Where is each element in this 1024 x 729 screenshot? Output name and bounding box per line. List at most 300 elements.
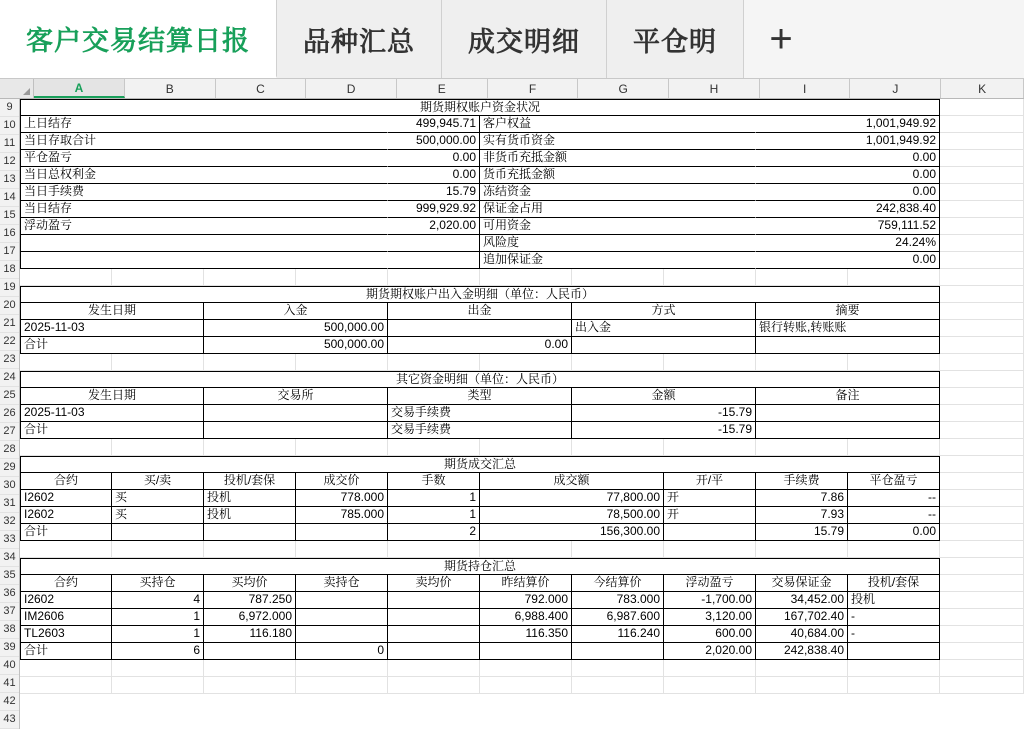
column-header-A[interactable]: A <box>34 79 125 98</box>
cell-settle[interactable]: 783.000 <box>572 592 664 609</box>
col-in[interactable]: 入金 <box>204 303 388 320</box>
row-header[interactable]: 26 <box>0 405 19 423</box>
cell-empty[interactable] <box>664 660 756 677</box>
cell-blank[interactable] <box>940 405 1024 422</box>
fund-value-right[interactable]: 759,111.52 <box>756 218 940 235</box>
col-date[interactable]: 发生日期 <box>20 303 204 320</box>
cell-empty[interactable] <box>112 439 204 456</box>
cell-method[interactable] <box>572 337 756 354</box>
fund-status-title[interactable]: 期货期权账户资金状况 <box>20 99 940 116</box>
cell-memo[interactable] <box>756 422 940 439</box>
cell-empty[interactable] <box>480 269 572 286</box>
cell-contract[interactable]: I2602 <box>20 592 112 609</box>
column-header-J[interactable]: J <box>850 79 941 98</box>
row-header[interactable]: 29 <box>0 459 19 477</box>
cell-empty[interactable] <box>848 269 940 286</box>
cell-empty[interactable] <box>388 439 480 456</box>
cell-blank[interactable] <box>940 303 1024 320</box>
row-header[interactable]: 23 <box>0 351 19 369</box>
cell-blank[interactable] <box>940 235 1024 252</box>
row-header[interactable]: 43 <box>0 711 19 729</box>
cell-spec[interactable]: 投机 <box>204 490 296 507</box>
cell-empty[interactable] <box>296 269 388 286</box>
cell-blank[interactable] <box>940 286 1024 303</box>
cell-empty[interactable] <box>204 541 296 558</box>
cell-amount[interactable]: 78,500.00 <box>480 507 664 524</box>
fund-value-left[interactable]: 500,000.00 <box>388 133 480 150</box>
col-openclose[interactable]: 开/平 <box>664 473 756 490</box>
cell-blank[interactable] <box>940 643 1024 660</box>
cell-empty[interactable] <box>572 541 664 558</box>
cell-pnl[interactable]: -- <box>848 490 940 507</box>
cell-price[interactable] <box>296 524 388 541</box>
cell-side[interactable]: 买 <box>112 507 204 524</box>
cell-empty[interactable] <box>20 439 112 456</box>
cell-lots[interactable]: 1 <box>388 490 480 507</box>
cell-empty[interactable] <box>296 660 388 677</box>
cell-empty[interactable] <box>664 541 756 558</box>
cell-empty[interactable] <box>572 677 664 694</box>
cell-sell-qty[interactable] <box>296 592 388 609</box>
cell-prev-settle[interactable]: 6,988.400 <box>480 609 572 626</box>
fund-value-right[interactable]: 0.00 <box>756 167 940 184</box>
cell-blank[interactable] <box>940 201 1024 218</box>
tab-close-detail[interactable] <box>607 0 744 78</box>
cell-side[interactable]: 买 <box>112 490 204 507</box>
cell-buy-qty[interactable]: 1 <box>112 609 204 626</box>
cell-empty[interactable] <box>20 269 112 286</box>
cell-method[interactable]: 出入金 <box>572 320 756 337</box>
cell-out[interactable]: 0.00 <box>388 337 572 354</box>
select-all-corner[interactable] <box>0 79 34 98</box>
cell-empty[interactable] <box>388 660 480 677</box>
cell-blank[interactable] <box>940 473 1024 490</box>
col-amount[interactable]: 成交额 <box>480 473 664 490</box>
cell-in[interactable]: 500,000.00 <box>204 320 388 337</box>
col-fee[interactable]: 手续费 <box>756 473 848 490</box>
cell-lots[interactable]: 1 <box>388 507 480 524</box>
column-header-C[interactable]: C <box>216 79 307 98</box>
cell-margin[interactable]: 242,838.40 <box>756 643 848 660</box>
cell-empty[interactable] <box>388 677 480 694</box>
fund-label-left[interactable]: 平仓盈亏 <box>20 150 388 167</box>
cell-empty[interactable] <box>572 439 664 456</box>
cell-empty[interactable] <box>848 677 940 694</box>
fund-label-right[interactable]: 货币充抵金额 <box>480 167 756 184</box>
cell-price[interactable]: 778.000 <box>296 490 388 507</box>
cell-empty[interactable] <box>296 354 388 371</box>
cell-contract[interactable]: I2602 <box>20 490 112 507</box>
cell-empty[interactable] <box>664 269 756 286</box>
cell-sell-avg[interactable] <box>388 643 480 660</box>
fund-value-left[interactable] <box>388 235 480 252</box>
cell-empty[interactable] <box>940 354 1024 371</box>
cell-contract[interactable]: TL2603 <box>20 626 112 643</box>
cell-empty[interactable] <box>756 439 848 456</box>
cell-empty[interactable] <box>940 660 1024 677</box>
cell-empty[interactable] <box>756 354 848 371</box>
fund-label-right[interactable]: 冻结资金 <box>480 184 756 201</box>
cell-empty[interactable] <box>480 660 572 677</box>
col-exchange[interactable]: 交易所 <box>204 388 388 405</box>
cell-blank[interactable] <box>940 133 1024 150</box>
col-contract[interactable]: 合约 <box>20 575 112 592</box>
row-header[interactable]: 25 <box>0 387 19 405</box>
fund-value-left[interactable]: 499,945.71 <box>388 116 480 133</box>
cell-sell-avg[interactable] <box>388 626 480 643</box>
cell-sell-qty[interactable] <box>296 626 388 643</box>
cell-side[interactable] <box>112 524 204 541</box>
cell-empty[interactable] <box>480 354 572 371</box>
column-header-F[interactable]: F <box>488 79 579 98</box>
cell-blank[interactable] <box>940 507 1024 524</box>
cell-margin[interactable]: 40,684.00 <box>756 626 848 643</box>
cell-empty[interactable] <box>756 541 848 558</box>
cell-pnl[interactable]: 0.00 <box>848 524 940 541</box>
trade-summary-title[interactable]: 期货成交汇总 <box>20 456 940 473</box>
cell-empty[interactable] <box>20 677 112 694</box>
fund-label-left[interactable] <box>20 252 388 269</box>
cell-empty[interactable] <box>664 677 756 694</box>
cell-amount[interactable]: 77,800.00 <box>480 490 664 507</box>
cell-fee[interactable]: 15.79 <box>756 524 848 541</box>
cell-blank[interactable] <box>940 490 1024 507</box>
row-header[interactable]: 28 <box>0 441 19 459</box>
deposit-title[interactable]: 期货期权账户出入金明细（单位：人民币） <box>20 286 940 303</box>
cell-spec[interactable] <box>848 643 940 660</box>
cell-prev-settle[interactable]: 116.350 <box>480 626 572 643</box>
cell-openclose[interactable] <box>664 524 756 541</box>
cell-memo[interactable]: 银行转账,转账账 <box>756 320 940 337</box>
cell-amount[interactable]: -15.79 <box>572 405 756 422</box>
cell-blank[interactable] <box>940 609 1024 626</box>
cell-blank[interactable] <box>940 456 1024 473</box>
cell-empty[interactable] <box>572 660 664 677</box>
cell-memo[interactable] <box>756 337 940 354</box>
add-sheet-button[interactable] <box>744 0 818 78</box>
fund-label-left[interactable]: 当日总权利金 <box>20 167 388 184</box>
cell-spec[interactable]: 投机 <box>204 507 296 524</box>
other-funds-title[interactable]: 其它资金明细（单位：人民币） <box>20 371 940 388</box>
cell-buy-avg[interactable]: 6,972.000 <box>204 609 296 626</box>
tab-trade-detail[interactable] <box>442 0 607 78</box>
row-header[interactable]: 17 <box>0 243 19 261</box>
cell-empty[interactable] <box>296 677 388 694</box>
col-sell-avg[interactable]: 卖均价 <box>388 575 480 592</box>
col-contract[interactable]: 合约 <box>20 473 112 490</box>
cell-empty[interactable] <box>112 677 204 694</box>
cell-blank[interactable] <box>940 371 1024 388</box>
row-header[interactable]: 10 <box>0 117 19 135</box>
cell-empty[interactable] <box>756 660 848 677</box>
cell-out[interactable] <box>388 320 572 337</box>
fund-value-left[interactable] <box>388 252 480 269</box>
col-date[interactable]: 发生日期 <box>20 388 204 405</box>
col-buy-avg[interactable]: 买均价 <box>204 575 296 592</box>
cell-blank[interactable] <box>940 337 1024 354</box>
row-header[interactable]: 14 <box>0 189 19 207</box>
cell-float-pnl[interactable]: 2,020.00 <box>664 643 756 660</box>
cell-buy-avg[interactable]: 787.250 <box>204 592 296 609</box>
fund-label-right[interactable]: 非货币充抵金额 <box>480 150 756 167</box>
cell-empty[interactable] <box>296 439 388 456</box>
cell-blank[interactable] <box>940 99 1024 116</box>
cell-empty[interactable] <box>204 269 296 286</box>
cell-blank[interactable] <box>940 626 1024 643</box>
fund-value-right[interactable]: 0.00 <box>756 184 940 201</box>
cell-empty[interactable] <box>848 660 940 677</box>
cell-empty[interactable] <box>112 269 204 286</box>
row-header[interactable]: 16 <box>0 225 19 243</box>
fund-label-left[interactable]: 上日结存 <box>20 116 388 133</box>
column-header-B[interactable]: B <box>125 79 216 98</box>
fund-value-left[interactable]: 999,929.92 <box>388 201 480 218</box>
col-prev-settle[interactable]: 昨结算价 <box>480 575 572 592</box>
cell-empty[interactable] <box>204 677 296 694</box>
fund-label-left[interactable]: 当日结存 <box>20 201 388 218</box>
cell-blank[interactable] <box>940 252 1024 269</box>
cell-contract[interactable]: IM2606 <box>20 609 112 626</box>
cell-empty[interactable] <box>20 660 112 677</box>
cell-blank[interactable] <box>940 184 1024 201</box>
cell-fee[interactable]: 7.86 <box>756 490 848 507</box>
row-header[interactable]: 35 <box>0 567 19 585</box>
fund-value-left[interactable]: 15.79 <box>388 184 480 201</box>
row-header[interactable]: 13 <box>0 171 19 189</box>
cell-blank[interactable] <box>940 218 1024 235</box>
column-header-K[interactable]: K <box>941 79 1024 98</box>
position-summary-title[interactable]: 期货持仓汇总 <box>20 558 940 575</box>
col-spec[interactable]: 投机/套保 <box>204 473 296 490</box>
cell-empty[interactable] <box>848 541 940 558</box>
cell-blank[interactable] <box>940 422 1024 439</box>
fund-value-left[interactable]: 2,020.00 <box>388 218 480 235</box>
col-lots[interactable]: 手数 <box>388 473 480 490</box>
cell-empty[interactable] <box>388 541 480 558</box>
fund-label-right[interactable]: 风险度 <box>480 235 756 252</box>
fund-value-right[interactable]: 1,001,949.92 <box>756 133 940 150</box>
fund-value-right[interactable]: 242,838.40 <box>756 201 940 218</box>
cell-date[interactable]: 2025-11-03 <box>20 405 204 422</box>
column-header-D[interactable]: D <box>306 79 397 98</box>
cell-contract[interactable]: I2602 <box>20 507 112 524</box>
col-side[interactable]: 买/卖 <box>112 473 204 490</box>
cell-buy-avg[interactable] <box>204 643 296 660</box>
col-memo[interactable]: 备注 <box>756 388 940 405</box>
cell-date[interactable]: 合计 <box>20 422 204 439</box>
row-header[interactable]: 42 <box>0 693 19 711</box>
tab-variety-summary[interactable] <box>277 0 442 78</box>
cell-empty[interactable] <box>664 354 756 371</box>
cell-empty[interactable] <box>388 269 480 286</box>
cell-empty[interactable] <box>204 439 296 456</box>
cell-spec[interactable]: - <box>848 626 940 643</box>
fund-label-left[interactable]: 当日存取合计 <box>20 133 388 150</box>
cell-sell-avg[interactable] <box>388 609 480 626</box>
cell-contract[interactable]: 合计 <box>20 643 112 660</box>
fund-value-right[interactable]: 1,001,949.92 <box>756 116 940 133</box>
cell-empty[interactable] <box>112 354 204 371</box>
cell-blank[interactable] <box>940 558 1024 575</box>
fund-label-right[interactable]: 客户权益 <box>480 116 756 133</box>
cell-blank[interactable] <box>940 150 1024 167</box>
row-header[interactable]: 18 <box>0 261 19 279</box>
cell-sell-qty[interactable]: 0 <box>296 643 388 660</box>
cell-prev-settle[interactable]: 792.000 <box>480 592 572 609</box>
cell-buy-qty[interactable]: 1 <box>112 626 204 643</box>
fund-label-left[interactable]: 浮动盈亏 <box>20 218 388 235</box>
column-header-G[interactable]: G <box>578 79 669 98</box>
cell-blank[interactable] <box>940 592 1024 609</box>
cell-blank[interactable] <box>940 167 1024 184</box>
col-spec[interactable]: 投机/套保 <box>848 575 940 592</box>
cell-empty[interactable] <box>20 354 112 371</box>
row-header[interactable]: 33 <box>0 531 19 549</box>
cell-empty[interactable] <box>20 541 112 558</box>
cell-empty[interactable] <box>480 677 572 694</box>
fund-label-left[interactable] <box>20 235 388 252</box>
row-header[interactable]: 22 <box>0 333 19 351</box>
cell-empty[interactable] <box>756 269 848 286</box>
fund-label-left[interactable]: 当日手续费 <box>20 184 388 201</box>
cell-empty[interactable] <box>940 677 1024 694</box>
cell-empty[interactable] <box>940 541 1024 558</box>
tab-daily-report[interactable] <box>0 0 277 78</box>
cell-buy-qty[interactable]: 6 <box>112 643 204 660</box>
cell-empty[interactable] <box>112 541 204 558</box>
cell-empty[interactable] <box>480 541 572 558</box>
cell-type[interactable]: 交易手续费 <box>388 422 572 439</box>
cell-blank[interactable] <box>940 388 1024 405</box>
fund-value-left[interactable]: 0.00 <box>388 167 480 184</box>
row-header[interactable]: 20 <box>0 297 19 315</box>
cell-prev-settle[interactable] <box>480 643 572 660</box>
fund-label-right[interactable]: 追加保证金 <box>480 252 756 269</box>
cell-blank[interactable] <box>940 575 1024 592</box>
cell-empty[interactable] <box>296 541 388 558</box>
fund-label-right[interactable]: 可用资金 <box>480 218 756 235</box>
cell-buy-qty[interactable]: 4 <box>112 592 204 609</box>
col-settle[interactable]: 今结算价 <box>572 575 664 592</box>
cell-margin[interactable]: 167,702.40 <box>756 609 848 626</box>
cell-price[interactable]: 785.000 <box>296 507 388 524</box>
cell-pnl[interactable]: -- <box>848 507 940 524</box>
row-header[interactable]: 37 <box>0 603 19 621</box>
row-header[interactable]: 19 <box>0 279 19 297</box>
cell-empty[interactable] <box>848 439 940 456</box>
cell-float-pnl[interactable]: 600.00 <box>664 626 756 643</box>
cell-contract[interactable]: 合计 <box>20 524 112 541</box>
cell-memo[interactable] <box>756 405 940 422</box>
column-header-I[interactable]: I <box>760 79 851 98</box>
cell-sell-avg[interactable] <box>388 592 480 609</box>
column-header-H[interactable]: H <box>669 79 760 98</box>
cell-float-pnl[interactable]: -1,700.00 <box>664 592 756 609</box>
cell-blank[interactable] <box>940 320 1024 337</box>
column-header-E[interactable]: E <box>397 79 488 98</box>
fund-label-right[interactable]: 保证金占用 <box>480 201 756 218</box>
cell-amount[interactable]: -15.79 <box>572 422 756 439</box>
cell-empty[interactable] <box>572 269 664 286</box>
cell-settle[interactable]: 6,987.600 <box>572 609 664 626</box>
row-header[interactable]: 41 <box>0 675 19 693</box>
cell-empty[interactable] <box>204 354 296 371</box>
cell-exchange[interactable] <box>204 422 388 439</box>
col-memo[interactable]: 摘要 <box>756 303 940 320</box>
cell-date[interactable]: 合计 <box>20 337 204 354</box>
cell-openclose[interactable]: 开 <box>664 507 756 524</box>
col-method[interactable]: 方式 <box>572 303 756 320</box>
cell-empty[interactable] <box>756 677 848 694</box>
cell-empty[interactable] <box>848 354 940 371</box>
col-amount[interactable]: 金额 <box>572 388 756 405</box>
fund-value-left[interactable]: 0.00 <box>388 150 480 167</box>
cell-blank[interactable] <box>940 524 1024 541</box>
row-header[interactable]: 27 <box>0 423 19 441</box>
col-float-pnl[interactable]: 浮动盈亏 <box>664 575 756 592</box>
row-header[interactable]: 32 <box>0 513 19 531</box>
cell-sell-qty[interactable] <box>296 609 388 626</box>
row-header[interactable]: 9 <box>0 99 19 117</box>
cell-spec[interactable]: - <box>848 609 940 626</box>
row-header[interactable]: 12 <box>0 153 19 171</box>
cell-spec[interactable]: 投机 <box>848 592 940 609</box>
cell-float-pnl[interactable]: 3,120.00 <box>664 609 756 626</box>
cell-empty[interactable] <box>112 660 204 677</box>
row-header[interactable]: 15 <box>0 207 19 225</box>
row-header[interactable]: 30 <box>0 477 19 495</box>
cell-exchange[interactable] <box>204 405 388 422</box>
cell-empty[interactable] <box>480 439 572 456</box>
col-price[interactable]: 成交价 <box>296 473 388 490</box>
cell-buy-avg[interactable]: 116.180 <box>204 626 296 643</box>
row-header[interactable]: 38 <box>0 621 19 639</box>
col-out[interactable]: 出金 <box>388 303 572 320</box>
cell-in[interactable]: 500,000.00 <box>204 337 388 354</box>
cell-spec[interactable] <box>204 524 296 541</box>
row-header[interactable]: 39 <box>0 639 19 657</box>
fund-value-right[interactable]: 0.00 <box>756 150 940 167</box>
cell-empty[interactable] <box>664 439 756 456</box>
row-header[interactable]: 40 <box>0 657 19 675</box>
fund-value-right[interactable]: 24.24% <box>756 235 940 252</box>
cell-empty[interactable] <box>388 354 480 371</box>
cell-empty[interactable] <box>940 269 1024 286</box>
cell-settle[interactable]: 116.240 <box>572 626 664 643</box>
row-header[interactable]: 34 <box>0 549 19 567</box>
row-header[interactable]: 21 <box>0 315 19 333</box>
col-sell-qty[interactable]: 卖持仓 <box>296 575 388 592</box>
cell-amount[interactable]: 156,300.00 <box>480 524 664 541</box>
cell-settle[interactable] <box>572 643 664 660</box>
cell-date[interactable]: 2025-11-03 <box>20 320 204 337</box>
cell-empty[interactable] <box>204 660 296 677</box>
fund-value-right[interactable]: 0.00 <box>756 252 940 269</box>
cell-fee[interactable]: 7.93 <box>756 507 848 524</box>
cell-empty[interactable] <box>940 439 1024 456</box>
col-pnl[interactable]: 平仓盈亏 <box>848 473 940 490</box>
cell-margin[interactable]: 34,452.00 <box>756 592 848 609</box>
cell-type[interactable]: 交易手续费 <box>388 405 572 422</box>
row-header[interactable]: 36 <box>0 585 19 603</box>
row-header[interactable]: 11 <box>0 135 19 153</box>
cell-openclose[interactable]: 开 <box>664 490 756 507</box>
cell-empty[interactable] <box>572 354 664 371</box>
col-type[interactable]: 类型 <box>388 388 572 405</box>
row-header[interactable]: 31 <box>0 495 19 513</box>
row-header[interactable]: 24 <box>0 369 19 387</box>
cell-blank[interactable] <box>940 116 1024 133</box>
